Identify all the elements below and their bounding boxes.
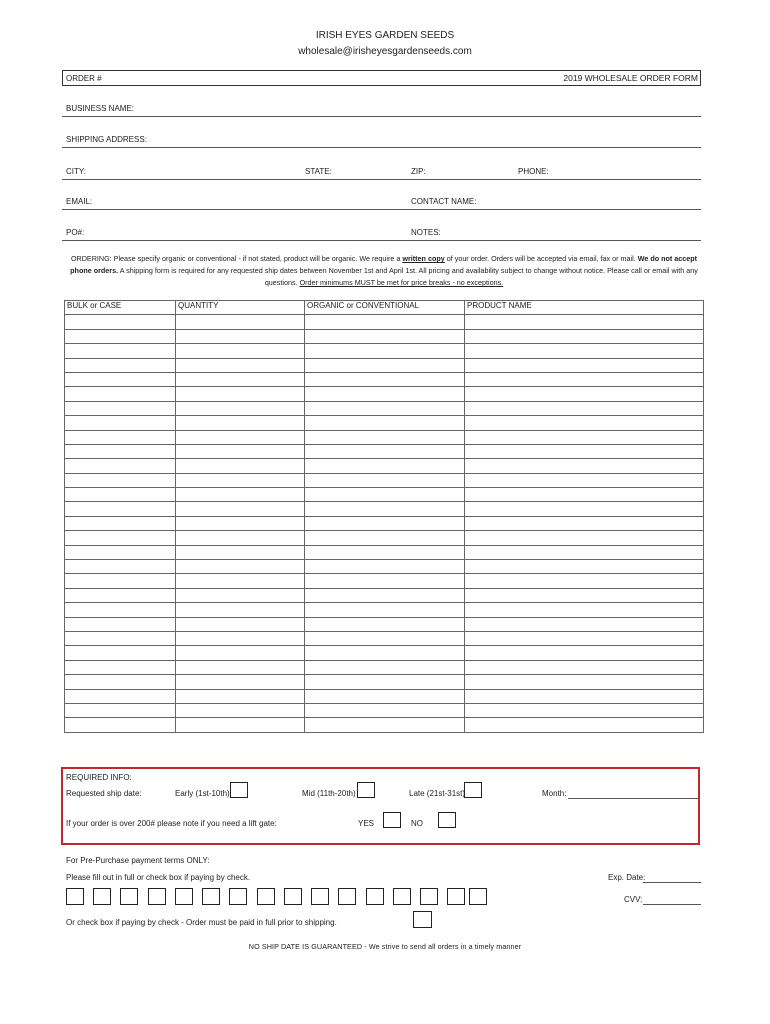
table-row [65, 660, 704, 674]
table-cell[interactable] [465, 703, 704, 717]
yes-label: YES [358, 819, 375, 828]
table-cell[interactable] [65, 459, 176, 473]
email-contact-field[interactable] [62, 209, 701, 210]
table-row [65, 588, 704, 602]
table-cell[interactable] [465, 372, 704, 386]
table-row [65, 344, 704, 358]
table-cell[interactable] [65, 660, 176, 674]
month-field[interactable] [568, 798, 699, 799]
table-cell[interactable] [65, 631, 176, 645]
table-row [65, 703, 704, 717]
table-row [65, 675, 704, 689]
requested-ship-date-label: Requested ship date: [66, 789, 142, 798]
form-title: 2019 WHOLESALE ORDER FORM [563, 73, 698, 83]
required-info-title: REQUIRED INFO: [66, 773, 132, 782]
table-cell[interactable] [176, 329, 305, 343]
table-cell[interactable] [465, 574, 704, 588]
table-cell[interactable] [65, 401, 176, 415]
table-row [65, 603, 704, 617]
table-row [65, 574, 704, 588]
table-cell[interactable] [176, 588, 305, 602]
table-cell[interactable] [465, 344, 704, 358]
exp-date-label: Exp. Date: [608, 873, 646, 882]
card-digit-box[interactable] [202, 888, 220, 905]
table-cell[interactable] [65, 372, 176, 386]
table-cell[interactable] [176, 545, 305, 559]
table-cell[interactable] [465, 358, 704, 372]
table-cell[interactable] [305, 344, 465, 358]
table-row [65, 516, 704, 530]
business-name-field[interactable] [62, 116, 701, 117]
table-row [65, 718, 704, 732]
table-cell[interactable] [176, 603, 305, 617]
header-organic-or-conventional: ORGANIC or CONVENTIONAL [305, 301, 465, 315]
table-cell[interactable] [305, 588, 465, 602]
table-cell[interactable] [305, 631, 465, 645]
table-row [65, 459, 704, 473]
table-cell[interactable] [176, 488, 305, 502]
table-row [65, 631, 704, 645]
table-cell[interactable] [65, 675, 176, 689]
card-digit-box[interactable] [338, 888, 356, 905]
table-row [65, 416, 704, 430]
table-cell[interactable] [305, 358, 465, 372]
table-cell[interactable] [65, 329, 176, 343]
card-digit-box[interactable] [311, 888, 329, 905]
table-cell[interactable] [176, 631, 305, 645]
card-digit-box[interactable] [284, 888, 302, 905]
table-cell[interactable] [65, 603, 176, 617]
table-cell[interactable] [65, 545, 176, 559]
shipping-address-field[interactable] [62, 147, 701, 148]
card-digit-box[interactable] [257, 888, 275, 905]
table-cell[interactable] [176, 372, 305, 386]
table-row [65, 401, 704, 415]
table-cell[interactable] [176, 675, 305, 689]
po-notes-field[interactable] [62, 240, 701, 241]
late-checkbox[interactable] [464, 782, 482, 798]
table-cell[interactable] [305, 531, 465, 545]
table-cell[interactable] [176, 703, 305, 717]
city-label: CITY: [66, 167, 87, 176]
table-row [65, 430, 704, 444]
table-row [65, 646, 704, 660]
card-digit-box[interactable] [447, 888, 465, 905]
table-cell[interactable] [305, 488, 465, 502]
cvv-label: CVV: [624, 895, 643, 904]
table-cell[interactable] [465, 689, 704, 703]
table-cell[interactable] [465, 416, 704, 430]
check-note: Or check box if paying by check - Order must be paid in full prior to shipping. [66, 918, 337, 927]
table-cell[interactable] [176, 689, 305, 703]
table-cell[interactable] [305, 387, 465, 401]
table-cell[interactable] [65, 315, 176, 329]
table-cell[interactable] [465, 617, 704, 631]
early-checkbox[interactable] [230, 782, 248, 798]
table-cell[interactable] [305, 444, 465, 458]
table-cell[interactable] [176, 358, 305, 372]
table-cell[interactable] [305, 603, 465, 617]
no-checkbox[interactable] [438, 812, 456, 828]
header-bulk-or-case: BULK or CASE [65, 301, 176, 315]
card-digit-box[interactable] [366, 888, 384, 905]
table-cell[interactable] [305, 516, 465, 530]
card-digit-box[interactable] [93, 888, 111, 905]
cvv-field[interactable] [643, 904, 701, 905]
table-cell[interactable] [65, 516, 176, 530]
table-cell[interactable] [465, 473, 704, 487]
table-cell[interactable] [176, 416, 305, 430]
contact-name-label: CONTACT NAME: [411, 197, 477, 206]
table-cell[interactable] [465, 660, 704, 674]
table-cell[interactable] [65, 387, 176, 401]
table-cell[interactable] [65, 617, 176, 631]
table-cell[interactable] [305, 430, 465, 444]
table-cell[interactable] [465, 459, 704, 473]
table-cell[interactable] [176, 315, 305, 329]
company-name: IRISH EYES GARDEN SEEDS [315, 30, 455, 41]
table-row [65, 502, 704, 516]
phone-label: PHONE: [518, 167, 549, 176]
late-label: Late (21st-31st) [409, 789, 466, 798]
table-cell[interactable] [305, 718, 465, 732]
shipping-address-label: SHIPPING ADDRESS: [66, 135, 147, 144]
no-phone-orders-text: We do not accept phone orders. [70, 254, 698, 275]
table-row [65, 473, 704, 487]
table-cell[interactable] [305, 502, 465, 516]
header-product-name: PRODUCT NAME [465, 301, 704, 315]
mid-label: Mid (11th-20th) [302, 789, 356, 798]
ordering-instructions: ORDERING: Please specify organic or conventional - if not stated, product will be organic. We require a written copy of your order. Orders will be accepted via email, fax or mail. We do not accept phone orders. A shipping form is required for any requested ship dates between November 1st and April 1st. All pricing and availability subject to change without notice. Please call or email with any questions. Order minimums MUST be met for price breaks - no exceptions. [70, 254, 698, 287]
table-row [65, 617, 704, 631]
table-cell[interactable] [176, 617, 305, 631]
table-cell[interactable] [465, 588, 704, 602]
table-row [65, 545, 704, 559]
table-cell[interactable] [305, 617, 465, 631]
table-cell[interactable] [65, 689, 176, 703]
card-digit-box[interactable] [175, 888, 193, 905]
header-quantity: QUANTITY [176, 301, 305, 315]
paying-by-check-checkbox[interactable] [413, 911, 432, 928]
order-number-label: ORDER # [66, 74, 102, 83]
table-cell[interactable] [65, 703, 176, 717]
written-copy-text: written copy [402, 254, 445, 263]
table-cell[interactable] [465, 329, 704, 343]
table-cell[interactable] [465, 488, 704, 502]
table-row [65, 689, 704, 703]
table-cell[interactable] [305, 660, 465, 674]
table-row [65, 372, 704, 386]
table-cell[interactable] [65, 560, 176, 574]
table-cell[interactable] [176, 531, 305, 545]
company-email: wholesale@irisheyesgardenseeds.com [298, 46, 472, 57]
table-cell[interactable] [176, 444, 305, 458]
table-cell[interactable] [65, 358, 176, 372]
table-cell[interactable] [176, 387, 305, 401]
table-cell[interactable] [465, 646, 704, 660]
table-cell[interactable] [465, 315, 704, 329]
table-cell[interactable] [465, 675, 704, 689]
table-cell[interactable] [65, 416, 176, 430]
order-minimums-text: Order minimums MUST be met for price breaks - no exceptions. [299, 278, 504, 287]
fill-out-instructions: Please fill out in full or check box if paying by check. [66, 873, 251, 882]
table-cell[interactable] [465, 430, 704, 444]
table-cell[interactable] [65, 574, 176, 588]
early-label: Early (1st-10th) [175, 789, 230, 798]
table-cell[interactable] [176, 401, 305, 415]
table-cell[interactable] [65, 344, 176, 358]
table-cell[interactable] [176, 718, 305, 732]
table-cell[interactable] [305, 545, 465, 559]
exp-date-field[interactable] [643, 882, 701, 883]
table-cell[interactable] [465, 531, 704, 545]
po-label: PO#: [66, 228, 85, 237]
pre-purchase-label: For Pre-Purchase payment terms ONLY: [66, 856, 210, 865]
table-cell[interactable] [176, 516, 305, 530]
table-row [65, 329, 704, 343]
table-cell[interactable] [305, 416, 465, 430]
table-cell[interactable] [65, 588, 176, 602]
table-cell[interactable] [465, 718, 704, 732]
yes-checkbox[interactable] [383, 812, 401, 828]
table-cell[interactable] [305, 315, 465, 329]
table-cell[interactable] [305, 560, 465, 574]
table-cell[interactable] [305, 372, 465, 386]
table-row [65, 488, 704, 502]
table-cell[interactable] [65, 430, 176, 444]
card-digit-box[interactable] [120, 888, 138, 905]
table-row [65, 560, 704, 574]
mid-checkbox[interactable] [357, 782, 375, 798]
order-bar [62, 70, 701, 86]
table-cell[interactable] [465, 545, 704, 559]
table-cell[interactable] [176, 344, 305, 358]
table-cell[interactable] [65, 531, 176, 545]
table-cell[interactable] [305, 689, 465, 703]
card-digit-box[interactable] [469, 888, 487, 905]
table-cell[interactable] [305, 703, 465, 717]
table-cell[interactable] [176, 502, 305, 516]
table-cell[interactable] [176, 660, 305, 674]
card-digit-box[interactable] [66, 888, 84, 905]
table-cell[interactable] [465, 516, 704, 530]
table-cell[interactable] [305, 473, 465, 487]
table-cell[interactable] [305, 459, 465, 473]
table-cell[interactable] [465, 603, 704, 617]
table-cell[interactable] [65, 444, 176, 458]
table-cell[interactable] [305, 329, 465, 343]
order-table [64, 300, 704, 733]
table-cell[interactable] [176, 574, 305, 588]
table-cell[interactable] [465, 444, 704, 458]
table-cell[interactable] [305, 675, 465, 689]
table-cell[interactable] [305, 401, 465, 415]
table-cell[interactable] [65, 502, 176, 516]
table-cell[interactable] [65, 646, 176, 660]
state-label: STATE: [305, 167, 332, 176]
business-name-label: BUSINESS NAME: [66, 104, 135, 113]
table-cell[interactable] [465, 387, 704, 401]
table-cell[interactable] [305, 574, 465, 588]
table-cell[interactable] [465, 502, 704, 516]
table-cell[interactable] [465, 631, 704, 645]
no-label: NO [411, 819, 423, 828]
table-row [65, 358, 704, 372]
zip-label: ZIP: [411, 167, 426, 176]
table-cell[interactable] [305, 646, 465, 660]
table-cell[interactable] [176, 473, 305, 487]
card-digit-box[interactable] [393, 888, 411, 905]
notes-label: NOTES: [411, 228, 441, 237]
table-cell[interactable] [176, 560, 305, 574]
lift-gate-label: If your order is over 200# please note if you need a lift gate: [66, 819, 277, 828]
table-row [65, 444, 704, 458]
table-cell[interactable] [465, 560, 704, 574]
table-cell[interactable] [65, 473, 176, 487]
table-cell[interactable] [65, 488, 176, 502]
card-digit-box[interactable] [229, 888, 247, 905]
table-row [65, 387, 704, 401]
table-row [65, 315, 704, 329]
card-digit-box[interactable] [420, 888, 438, 905]
table-row [65, 531, 704, 545]
city-state-zip-phone-field[interactable] [62, 179, 701, 180]
email-label: EMAIL: [66, 197, 93, 206]
required-info-box [61, 767, 700, 845]
footer-disclaimer: NO SHIP DATE IS GUARANTEED - We strive to send all orders in a timely manner [248, 942, 522, 951]
table-cell[interactable] [176, 430, 305, 444]
card-digit-box[interactable] [148, 888, 166, 905]
table-cell[interactable] [176, 459, 305, 473]
month-label: Month: [542, 789, 567, 798]
table-header-row [65, 301, 704, 315]
table-cell[interactable] [465, 401, 704, 415]
table-cell[interactable] [176, 646, 305, 660]
table-cell[interactable] [65, 718, 176, 732]
